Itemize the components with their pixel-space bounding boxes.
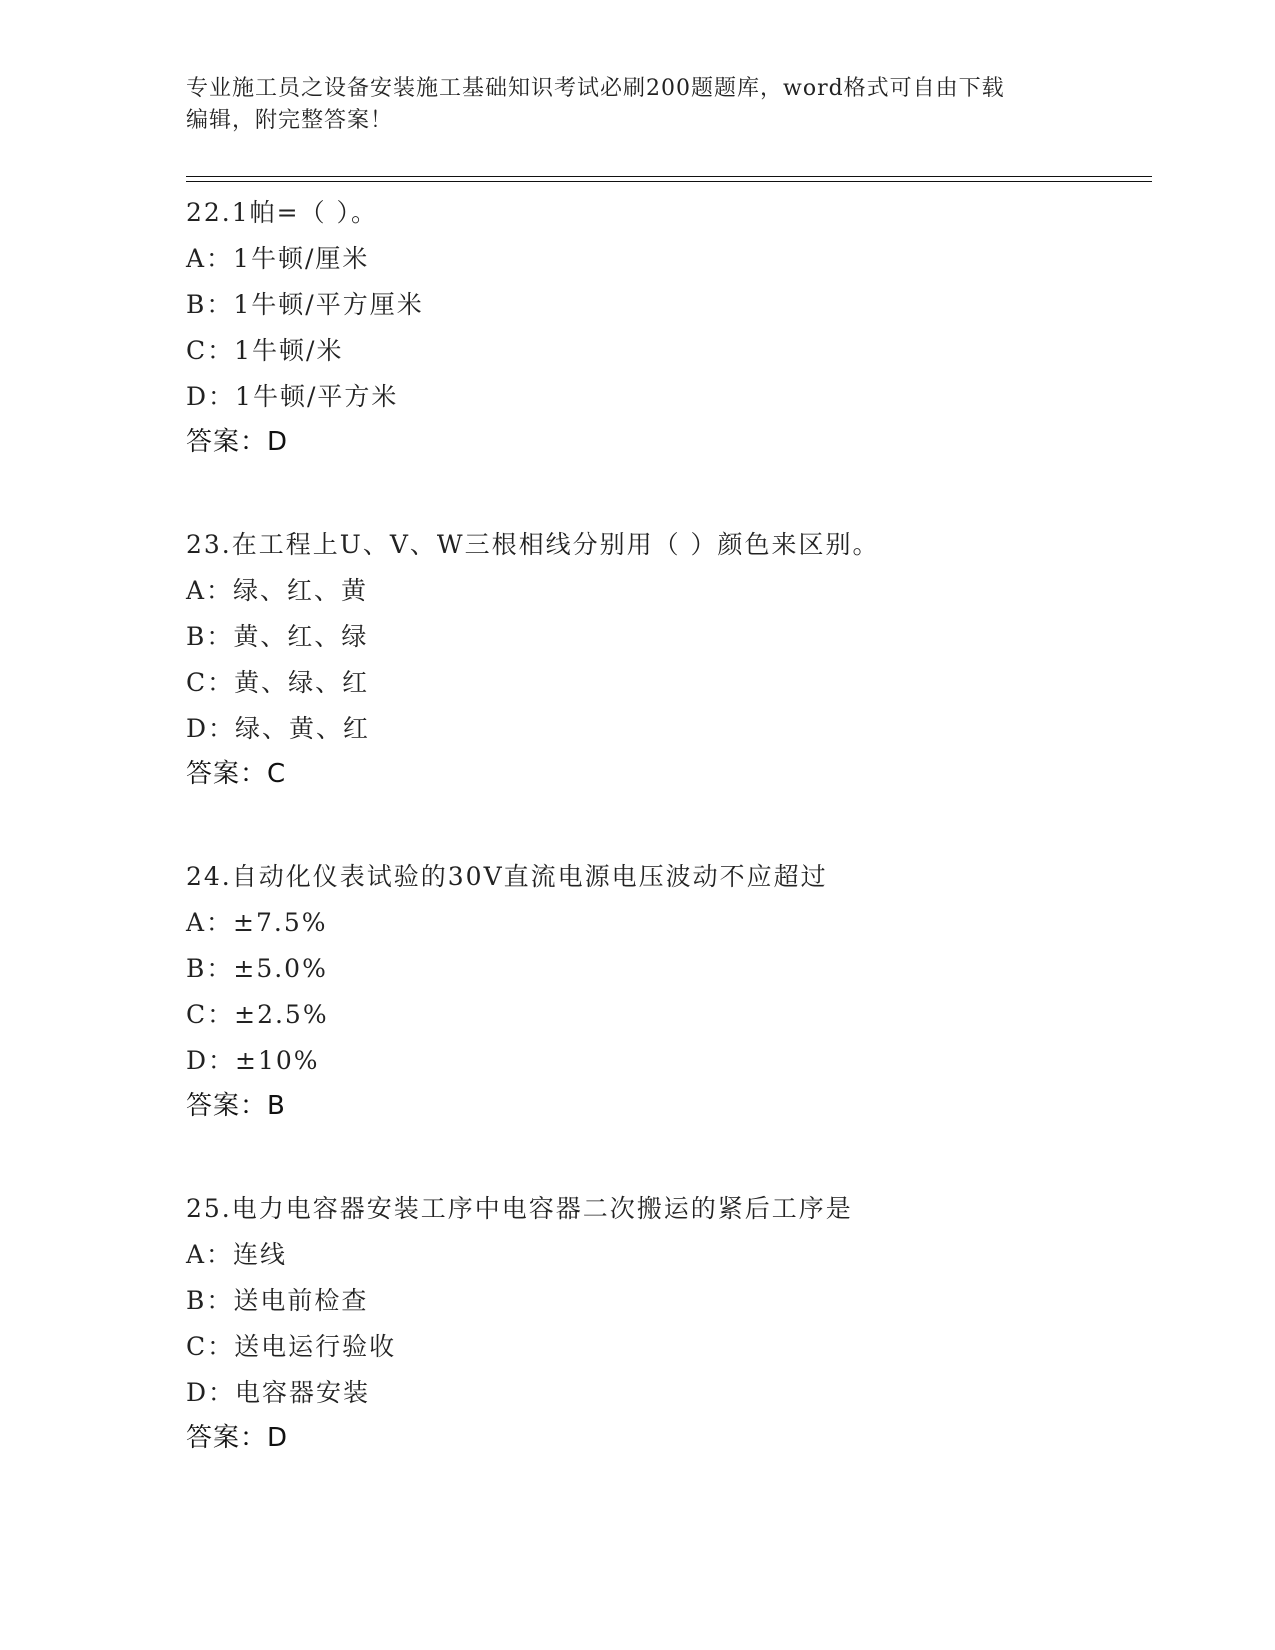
option-c: C：±2.5% <box>186 1000 329 1029</box>
question-25 <box>186 1186 1146 1460</box>
answer-line: 答案：D <box>186 1423 289 1453</box>
question-stem: 25.电力电容器安装工序中电容器二次搬运的紧后工序是 <box>186 1194 853 1223</box>
question-23 <box>186 522 1146 796</box>
option-a: A：绿、红、黄 <box>186 576 369 605</box>
option-b: B：±5.0% <box>186 954 328 983</box>
question-24 <box>186 854 1146 1128</box>
header-divider-top <box>186 176 1152 177</box>
option-b: B：黄、红、绿 <box>186 622 369 651</box>
option-c: C：黄、绿、红 <box>186 668 370 697</box>
option-d: D：±10% <box>186 1046 320 1075</box>
option-a: A：±7.5% <box>186 908 328 937</box>
question-stem: 22.1帕=（ ）。 <box>186 198 379 227</box>
header-line-1: 专业施工员之设备安装施工基础知识考试必刷200题题库，word格式可自由下载 <box>186 76 1005 101</box>
answer-line: 答案：C <box>186 759 287 789</box>
option-a: A：连线 <box>186 1240 288 1269</box>
question-stem: 24.自动化仪表试验的30V直流电源电压波动不应超过 <box>186 862 828 891</box>
option-c: C：1牛顿/米 <box>186 336 344 365</box>
header-divider-bottom <box>186 181 1152 182</box>
option-d: D：电容器安装 <box>186 1378 371 1407</box>
option-b: B：1牛顿/平方厘米 <box>186 290 424 319</box>
header-line-2: 编辑，附完整答案！ <box>186 108 394 133</box>
answer-line: 答案：D <box>186 427 289 457</box>
question-22 <box>186 190 1146 464</box>
option-d: D：1牛顿/平方米 <box>186 382 399 411</box>
option-b: B：送电前检查 <box>186 1286 369 1315</box>
option-c: C：送电运行验收 <box>186 1332 397 1361</box>
answer-line: 答案：B <box>186 1091 286 1121</box>
option-a: A：1牛顿/厘米 <box>186 244 370 273</box>
document-header <box>186 73 1086 137</box>
question-list <box>186 190 1146 1518</box>
option-d: D：绿、黄、红 <box>186 714 371 743</box>
question-stem: 23.在工程上U、V、W三根相线分别用（ ）颜色来区别。 <box>186 530 880 559</box>
